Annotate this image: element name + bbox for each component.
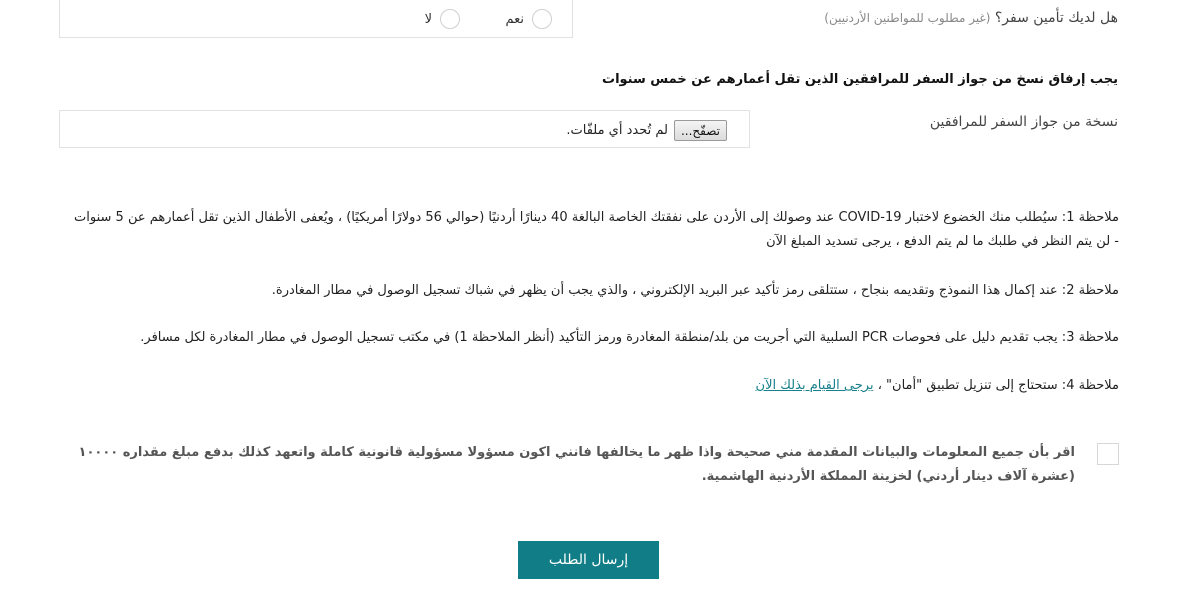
insurance-no-label: لا — [424, 11, 432, 27]
declaration-checkbox[interactable] — [1097, 443, 1119, 465]
insurance-hint: (غير مطلوب للمواطنين الأردنيين) — [824, 11, 991, 25]
passport-file-field — [59, 110, 750, 148]
insurance-question-label — [824, 10, 1118, 26]
download-aman-link[interactable]: يرجى القيام بذلك الآن — [755, 378, 874, 393]
no-file-selected-text: لم تُحدد أي ملفّات. — [566, 123, 668, 138]
insurance-radio-group — [59, 0, 573, 38]
insurance-label-text: هل لديك تأمين سفر؟ — [994, 10, 1118, 26]
insurance-no-option[interactable] — [425, 9, 460, 29]
passport-copy-label: نسخة من جواز السفر للمرافقين — [929, 114, 1118, 130]
note-4 — [756, 374, 1119, 398]
insurance-yes-label: نعم — [505, 11, 524, 27]
insurance-yes-option[interactable] — [505, 9, 552, 29]
submit-application-button[interactable]: إرسال الطلب — [518, 541, 659, 579]
declaration-text: اقر بأن جميع المعلومات والبيانات المقدمة مني صحيحة واذا ظهر ما يخالفها فانني اكون مسؤولا مسؤولية قانونية كاملة واتعهد كذلك بدفع مبلغ مقداره ١٠٠٠٠ (عشرة آلاف دينار أردني) لخزينة المملكة الأردنية الهاشمية. — [78, 445, 1075, 484]
insurance-no-radio[interactable] — [440, 9, 460, 29]
note-1: ملاحظة 1: سيُطلب منك الخضوع لاختبار COVID-19 عند وصولك إلى الأردن على نفقتك الخاصة البالغة 40 دينارًا أردنيًا (حوالي 56 دولارًا أمريكيًا) ، ويُعفى الأطفال الذين تقل أعمارهم عن 5 سنوات - لن يتم النظر في طلبك ما لم يتم الدفع ، يرجى تسديد المبلغ الآن — [74, 210, 1119, 249]
companions-passport-heading: يجب إرفاق نسخ من جواز السفر للمرافقين الذين تقل أعمارهم عن خمس سنوات — [602, 72, 1118, 87]
note-4-text: ملاحظة 4: ستحتاج إلى تنزيل تطبيق "أمان" ، — [873, 378, 1119, 393]
note-3: ملاحظة 3: يجب تقديم دليل على فحوصات PCR السلبية التي أجريت من بلد/منطقة المغادرة ورمز التأكيد (أنظر الملاحظة 1) في مكتب تسجيل الوصول في مطار المغادرة لكل مسافر. — [140, 330, 1119, 345]
note-2: ملاحظة 2: عند إكمال هذا النموذج وتقديمه بنجاح ، ستتلقى رمز تأكيد عبر البريد الإلكتروني ، والذي يجب أن يظهر في شباك تسجيل الوصول في مطار المغادرة. — [271, 283, 1119, 298]
insurance-yes-radio[interactable] — [532, 9, 552, 29]
browse-button[interactable]: تصفّح... — [674, 120, 727, 141]
